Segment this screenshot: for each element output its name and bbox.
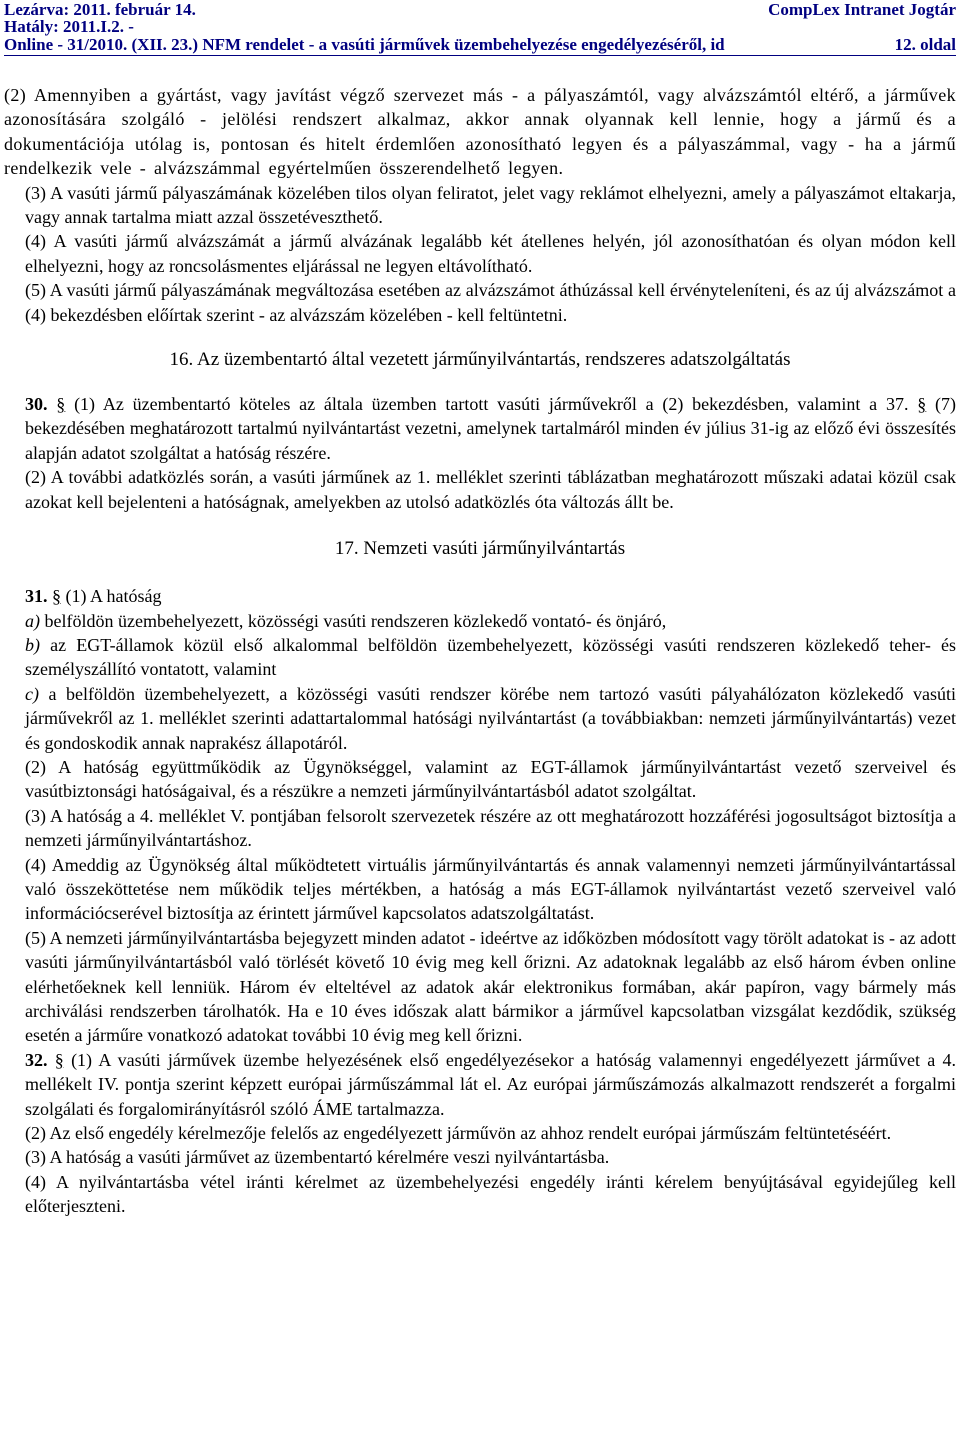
section-31-5: (5) A nemzeti járműnyilvántartásba bejegyzett minden adatot - ideértve az időközben módosított vagy törölt adatokat is - az adott vasúti járműnyilvántartásból való törlését követő 10 évig meg kell őrizni. Az adatoknak legalább az első három évben online elérhetőeknek kell lenniük. Három év elteltével az adatok akár elektronikus formában, akár papíron, vagy bármely más archiválási rendszerben tárolhatók. Ha e 10 éves időszak alatt bármikor a járművel kapcsolatban vizsgálat kezdődik, szükség esetén a járműre vonatkozó adatokat további 10 évig meg kell őrizni.: [25, 927, 956, 1046]
section-text: (7) bekezdésében meghatározott tartalmú nyilvántartást vezetni, amelynek tartalmáról minden év július 31-ig az előző évi összesítés alapján adatot szolgáltat a hatóság részére.: [25, 394, 957, 463]
page-number: 12. oldal: [894, 35, 956, 54]
paragraph-sign: §: [52, 586, 61, 607]
section-30-1: [4, 392, 956, 465]
paragraph-15-4: (4) A vasúti jármű alvázszámát a jármű alvázának legalább két átellenes helyén, jól azonosíthatóan és olyan módon kell elhelyezni, hogy az roncsolásmentes eljárással ne legyen eltávolítható.: [25, 231, 956, 276]
validity: Hatály: 2011.I.2. -: [4, 17, 134, 36]
point-text: a belföldön üzembehelyezett, a közösségi vasúti rendszer körébe nem tartozó vasúti pályahálózaton közlekedő vasúti járművekről az 1. melléklet szerinti adattartalommal hatósági nyilvántartást (a továbbiakban: nemzeti járműnyilvántartás) vezet és gondoskodik annak naprakész állapotáról.: [25, 683, 957, 753]
brand-name: CompLex Intranet Jogtár: [768, 0, 956, 19]
section-text: (1) A vasúti járművek üzembe helyezésének első engedélyezésekor a hatóság valamennyi engedélyezett járművet a 4. mellékelt IV. pontja szerint képzett európai járműszámmal lát el. Az európai járműszámozás alkalmazott rendszerét a forgalmi szolgálati és forgalomirányításról szóló ÁME tartalmazza.: [25, 1049, 957, 1119]
section-title-16: 16. Az üzembentartó által vezetett járműnyilvántartás, rendszeres adatszolgáltatás: [169, 349, 791, 371]
section-32-1: [4, 1048, 956, 1121]
section-title-17: 17. Nemzeti vasúti járműnyilvántartás: [334, 538, 626, 560]
point-label: c): [25, 683, 39, 704]
section-32-2: (2) Az első engedély kérelmezője felelős az engedélyezett járművön az ahhoz rendelt európai járműszám feltüntetéséért.: [25, 1123, 892, 1144]
section-32-4: (4) A nyilvántartásba vétel iránti kérelmet az üzembehelyezési engedély iránti kérelem benyújtásával egyidejűleg kell előterjeszteni.: [25, 1171, 956, 1217]
section-31-3: (3) A hatóság a 4. melléklet V. pontjában felsorolt szervezetek részére az ott meghatározott hozzáférési jogosultságot biztosítja a nemzeti járműnyilvántartáshoz.: [25, 805, 956, 851]
point-b: [4, 633, 956, 682]
paragraph-15-2: (2) Amennyiben a gyártást, vagy javítást végző szervezet más - a pályaszámtól, vagy alvázszámtól eltérő, a járművek azonosítására szolgáló - jelölési rendszert alkalmaz, akkor annak olyannak kell lennie, hogy a jármű és a dokumentációja utólag is, pontosan és hitelt érdemlően azonosítható legyen és a pályaszámmal, vagy - ha a jármű rendelkezik vele - alvázszámmal egyértelműen összerendelhető legyen.: [4, 85, 956, 179]
paragraph-sign: §: [56, 394, 66, 415]
section-number: 32.: [25, 1049, 48, 1070]
paragraph-sign: §: [54, 1049, 64, 1070]
point-label: b): [25, 634, 40, 655]
point-c: [4, 682, 956, 755]
section-31-1: [4, 584, 956, 608]
section-number: 31.: [25, 586, 48, 607]
section-31-2: (2) A hatóság együttműködik az Ügynökséggel, valamint az EGT-államok járműnyilvántartást vezető szerveivel és vasútbiztonsági hatóságaival, és a részükre a nemzeti járműnyilvántartásból adatot szolgáltat.: [25, 756, 956, 802]
closing-date: Lezárva: 2011. február 14.: [4, 0, 196, 19]
section-text: (1) Az üzembentartó köteles az általa üzemben tartott vasúti járművekről a (2) bekezdésben, valamint a 37.: [74, 394, 909, 415]
point-text: belföldön üzembehelyezett, közösségi vasúti rendszeren közlekedő vontató- és önjáró,: [44, 610, 667, 631]
header-rule: [4, 55, 956, 56]
document-body: [4, 83, 956, 1219]
section-30-2: (2) A további adatközlés során, a vasúti járműnek az 1. melléklet szerinti táblázatban meghatározott műszaki adatai közül csak azokat kell bejelenteni a hatóságnak, amelyekben az utolsó adatközlés óta változás állt be.: [25, 467, 956, 512]
point-label: a): [25, 610, 40, 631]
paragraph-15-5: (5) A vasúti jármű pályaszámának megváltozása esetében az alvázszámot áthúzással kell érvényteleníteni, és az új alvázszámot a (4) bekezdésben előírtak szerint - az alvázszám közelében - kell feltüntetni.: [25, 280, 956, 325]
page-header: [4, 0, 956, 56]
point-text: az EGT-államok közül első alkalommal belföldön üzembehelyezett, közösségi vasúti rendszeren közlekedő teher- és személyszállító vontatott, valamint: [25, 634, 956, 680]
section-number: 30.: [25, 394, 48, 415]
document-title: Online - 31/2010. (XII. 23.) NFM rendelet - a vasúti járművek üzembehelyezése engedélyezéséről, id: [4, 35, 725, 54]
section-32-3: (3) A hatóság a vasúti járművet az üzembentartó kérelmére veszi nyilvántartásba.: [25, 1147, 610, 1168]
section-text: (1) A hatóság: [65, 586, 162, 607]
point-a: [4, 609, 956, 633]
section-31-4: (4) Ameddig az Ügynökség által működtetett virtuális járműnyilvántartás és annak valamennyi nemzeti járműnyilvántartással való összeköttetése nem működik teljes mértékben, a hatóság a más EGT-államok nyilvántartást vezető szerveivel való információcserével biztosítja az érintett járművel kapcsolatos adatszolgáltatást.: [25, 854, 956, 924]
paragraph-15-3: (3) A vasúti jármű pályaszámának közelében tilos olyan feliratot, jelet vagy reklámot elhelyezni, amely a pályaszámot eltakarja, vagy annak tartalma miatt azzal összetéveszthető.: [25, 182, 956, 228]
paragraph-sign: §: [917, 394, 927, 415]
